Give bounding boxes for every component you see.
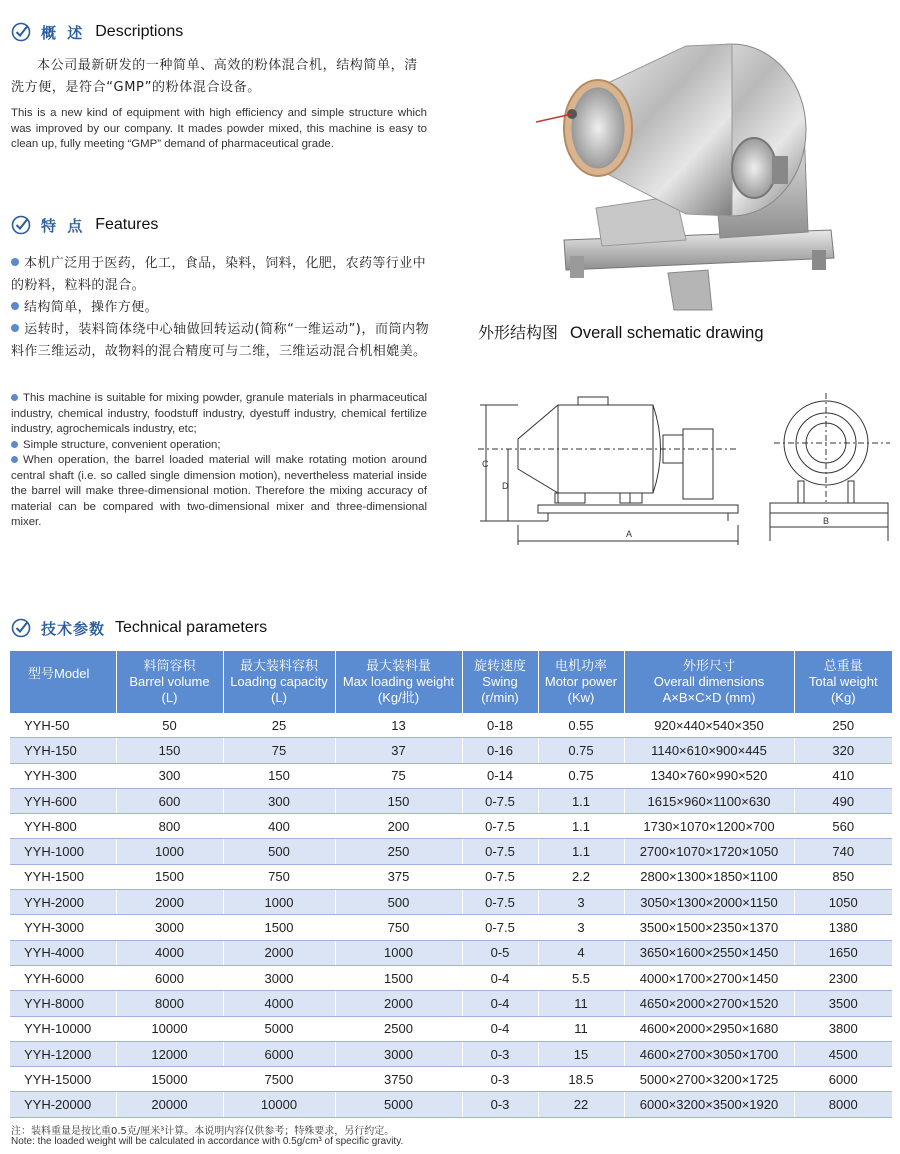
header-en: Motor power (544, 674, 618, 689)
table-row (10, 1092, 892, 1117)
table-cell: YYH-1500 (10, 864, 116, 889)
table-cell: 560 (794, 814, 892, 839)
descriptions-title-en: Descriptions (95, 23, 184, 40)
header-cn: 最大装料容积 (239, 658, 318, 673)
table-cell: 3000 (116, 915, 223, 940)
parameters-table (10, 651, 892, 1118)
checkmark-circle-icon (11, 215, 31, 235)
table-row (10, 788, 892, 813)
table-cell: 0-3 (462, 1092, 538, 1117)
descriptions-title-cn: 概 述 (41, 23, 86, 42)
header-en: Loading capacity (230, 674, 328, 689)
table-cell: 4600×2700×3050×1700 (624, 1041, 794, 1066)
features-heading (11, 213, 158, 237)
table-cell: 1000 (116, 839, 223, 864)
table-row (10, 940, 892, 965)
table-cell: 22 (538, 1092, 624, 1117)
table-header-cell (794, 651, 892, 713)
table-cell: 1000 (335, 940, 462, 965)
machine-photo (536, 18, 841, 313)
table-cell: 150 (116, 738, 223, 763)
table-cell: 0-7.5 (462, 864, 538, 889)
table-cell: 500 (223, 839, 335, 864)
table-cell: YYH-20000 (10, 1092, 116, 1117)
technical-title-cn: 技术参数 (41, 619, 106, 638)
table-cell: 3050×1300×2000×1150 (624, 890, 794, 915)
table-cell: 0.75 (538, 738, 624, 763)
table-cell: 5000 (335, 1092, 462, 1117)
figure-title-en: Overall schematic drawing (570, 324, 764, 342)
header-unit: (L) (271, 690, 287, 705)
table-cell: 3650×1600×2550×1450 (624, 940, 794, 965)
table-cell: 2500 (335, 1016, 462, 1041)
table-cell: 1340×760×990×520 (624, 763, 794, 788)
table-cell: 75 (223, 738, 335, 763)
table-cell: 0.75 (538, 763, 624, 788)
table-cell: 1380 (794, 915, 892, 940)
table-cell: 1500 (335, 965, 462, 990)
table-cell: YYH-2000 (10, 890, 116, 915)
table-cell: 3 (538, 915, 624, 940)
header-en: Swing (482, 674, 518, 689)
bullet-icon (11, 302, 19, 310)
table-cell: 3 (538, 890, 624, 915)
descriptions-heading (11, 20, 183, 44)
bullet-icon (11, 324, 19, 332)
dim-label-c: C (482, 459, 489, 469)
table-row (10, 713, 892, 738)
table-cell: 150 (223, 763, 335, 788)
table-cell: 150 (335, 788, 462, 813)
table-cell: 2800×1300×1850×1100 (624, 864, 794, 889)
features-cn-list (11, 253, 429, 363)
table-header-cell (538, 651, 624, 713)
table-cell: YYH-3000 (10, 915, 116, 940)
table-cell: 500 (335, 890, 462, 915)
table-cell: 490 (794, 788, 892, 813)
table-cell: 37 (335, 738, 462, 763)
table-cell: 3750 (335, 1067, 462, 1092)
table-cell: 8000 (794, 1092, 892, 1117)
checkmark-circle-icon (11, 22, 31, 42)
table-cell: 18.5 (538, 1067, 624, 1092)
table-header-cell (10, 651, 116, 713)
table-cell: 5000 (223, 1016, 335, 1041)
table-cell: 1500 (223, 915, 335, 940)
table-cell: 320 (794, 738, 892, 763)
figure-title (478, 320, 764, 343)
table-cell: 5000×2700×3200×1725 (624, 1067, 794, 1092)
table-cell: 200 (335, 814, 462, 839)
table-row (10, 839, 892, 864)
table-cell: 5.5 (538, 965, 624, 990)
header-cn: 总重量 (823, 658, 863, 673)
table-cell: 0-3 (462, 1041, 538, 1066)
table-cell: 12000 (116, 1041, 223, 1066)
table-header-cell (223, 651, 335, 713)
table-row (10, 890, 892, 915)
schematic-drawing (478, 385, 890, 550)
table-cell: 250 (335, 839, 462, 864)
table-cell: 920×440×540×350 (624, 713, 794, 738)
table-cell: 0-7.5 (462, 890, 538, 915)
header-cn: 外形尺寸 (682, 658, 735, 673)
table-cell: 400 (223, 814, 335, 839)
header-en: Barrel volume (129, 674, 210, 689)
header-en: Overall dimensions (653, 674, 765, 689)
table-cell: YYH-1000 (10, 839, 116, 864)
header-unit: (L) (161, 690, 178, 705)
table-cell: 0-7.5 (462, 814, 538, 839)
bullet-icon (11, 258, 19, 266)
table-cell: YYH-150 (10, 738, 116, 763)
table-cell: 0-7.5 (462, 839, 538, 864)
table-cell: 0-4 (462, 1016, 538, 1041)
table-cell: 0-16 (462, 738, 538, 763)
table-cell: 15000 (116, 1067, 223, 1092)
table-cell: 410 (794, 763, 892, 788)
table-row (10, 864, 892, 889)
bullet-icon (11, 456, 18, 463)
table-cell: YYH-800 (10, 814, 116, 839)
table-cell: 3500 (794, 991, 892, 1016)
table-cell: 3000 (223, 965, 335, 990)
descriptions-en-text: This is a new kind of equipment with high efficiency and simple structure which was improved by our company. It mades powder mixed, this machine is easy to clean up, fully meeting “GMP” demand of pharmaceutical grade. (11, 107, 427, 150)
features-cn-item: 结构简单，操作方便。 (11, 297, 429, 319)
table-cell: 750 (223, 864, 335, 889)
header-unit: (r/min) (481, 690, 519, 705)
table-cell: 3800 (794, 1016, 892, 1041)
table-cell: YYH-15000 (10, 1067, 116, 1092)
table-cell: 0-7.5 (462, 788, 538, 813)
dim-label-a: A (626, 529, 633, 539)
descriptions-cn-text: 本公司最新研发的一种简单、高效的粉体混合机，结构简单，清洗方便，是符合“GMP”的粉体混合设备。 (11, 58, 418, 95)
table-cell: 1.1 (538, 814, 624, 839)
header-unit: (Kg) (830, 690, 856, 705)
features-cn-item: 本机广泛用于医药，化工，食品，染料，饲料，化肥，农药等行业中的粉料，粒料的混合。 (11, 256, 427, 293)
table-cell: 4500 (794, 1041, 892, 1066)
features-en-item: When operation, the barrel loaded material will make rotating motion around central shaft (i.e. so called single dimension motion), nevertheless material inside the barrel will make three-dimensional motion. Therefore the mixing accuracy of material can be compared with two-dimensional mixer and three-dimensional mixer. (11, 454, 427, 528)
table-cell: 6000 (223, 1041, 335, 1066)
table-cell: 1615×960×1100×630 (624, 788, 794, 813)
table-row (10, 1067, 892, 1092)
table-cell: YYH-4000 (10, 940, 116, 965)
bullet-icon (11, 441, 18, 448)
table-cell: 300 (116, 763, 223, 788)
table-cell: 15 (538, 1041, 624, 1066)
table-header-cell (116, 651, 223, 713)
table-cell: 4000 (223, 991, 335, 1016)
table-cell: 11 (538, 1016, 624, 1041)
table-row (10, 763, 892, 788)
table-cell: 0-7.5 (462, 915, 538, 940)
table-cell: 2300 (794, 965, 892, 990)
table-cell: 1050 (794, 890, 892, 915)
table-header-cell (462, 651, 538, 713)
table-cell: 250 (794, 713, 892, 738)
header-cn: 电机功率 (554, 658, 607, 673)
table-cell: YYH-600 (10, 788, 116, 813)
features-en-list (11, 391, 427, 531)
table-cell: 4600×2000×2950×1680 (624, 1016, 794, 1041)
table-cell: 1000 (223, 890, 335, 915)
header-cn: 型号Model (28, 666, 90, 681)
table-cell: 0-3 (462, 1067, 538, 1092)
table-cell: 75 (335, 763, 462, 788)
table-cell: 0-18 (462, 713, 538, 738)
table-cell: 1140×610×900×445 (624, 738, 794, 763)
table-cell: 800 (116, 814, 223, 839)
dim-label-d: D (502, 481, 509, 491)
table-header-row (10, 651, 892, 713)
table-cell: 0-4 (462, 965, 538, 990)
table-cell: 375 (335, 864, 462, 889)
table-cell: YYH-6000 (10, 965, 116, 990)
header-unit: (Kg/批) (377, 690, 420, 705)
table-cell: 1.1 (538, 839, 624, 864)
header-cn: 旋转速度 (473, 658, 526, 673)
table-cell: 10000 (223, 1092, 335, 1117)
features-cn-item: 运转时，装料筒体绕中心轴做回转运动(简称“一维运动”)，而筒内物料作三维运动，故物料的混合精度可与二维，三维运动混合机相媲美。 (11, 322, 429, 359)
checkmark-circle-icon (11, 618, 31, 638)
table-cell: YYH-50 (10, 713, 116, 738)
table-header-cell (624, 651, 794, 713)
table-cell: 1.1 (538, 788, 624, 813)
table-cell: 2000 (335, 991, 462, 1016)
table-cell: YYH-12000 (10, 1041, 116, 1066)
features-title-en: Features (95, 216, 159, 233)
table-cell: 6000 (794, 1067, 892, 1092)
table-cell: 25 (223, 713, 335, 738)
table-cell: 8000 (116, 991, 223, 1016)
table-header-cell (335, 651, 462, 713)
figure-title-cn: 外形结构图 (478, 323, 559, 342)
header-cn: 料筒容积 (143, 658, 196, 673)
bullet-icon (11, 394, 18, 401)
header-en: Max loading weight (342, 674, 455, 689)
table-cell: 3000 (335, 1041, 462, 1066)
table-cell: 0-4 (462, 991, 538, 1016)
table-cell: 50 (116, 713, 223, 738)
table-row (10, 814, 892, 839)
header-en: Total weight (808, 674, 878, 689)
table-cell: 1500 (116, 864, 223, 889)
note-cn: 注：装料重量是按比重0.5克/厘米³计算。本说明内容仅供参考；特殊要求，另行约定。 (11, 1126, 395, 1137)
table-cell: 1730×1070×1200×700 (624, 814, 794, 839)
table-cell: 4 (538, 940, 624, 965)
note-en: Note: the loaded weight will be calculated in accordance with 0.5g/cm³ of specific gravity. (11, 1136, 404, 1147)
table-cell: 1650 (794, 940, 892, 965)
table-cell: 6000 (116, 965, 223, 990)
table-cell: 13 (335, 713, 462, 738)
table-cell: YYH-10000 (10, 1016, 116, 1041)
header-unit: (Kw) (567, 690, 595, 705)
table-row (10, 915, 892, 940)
table-cell: 600 (116, 788, 223, 813)
table-cell: 0-5 (462, 940, 538, 965)
dim-label-b: B (823, 516, 830, 526)
table-row (10, 965, 892, 990)
table-cell: 2700×1070×1720×1050 (624, 839, 794, 864)
table-cell: 11 (538, 991, 624, 1016)
table-cell: 2000 (116, 890, 223, 915)
table-cell: 300 (223, 788, 335, 813)
table-cell: 4000 (116, 940, 223, 965)
table-cell: 20000 (116, 1092, 223, 1117)
table-cell: 4650×2000×2700×1520 (624, 991, 794, 1016)
table-row (10, 991, 892, 1016)
table-cell: YYH-8000 (10, 991, 116, 1016)
features-en-item: Simple structure, convenient operation; (11, 438, 427, 454)
features-title-cn: 特 点 (41, 216, 86, 235)
header-cn: 最大装料量 (365, 658, 431, 673)
table-cell: 740 (794, 839, 892, 864)
features-en-item: This machine is suitable for mixing powder, granule materials in pharmaceutical industry, chemical industry, foodstuff industry, dyestuff industry, chemical fertilize industry, agrochemicals industry, etc; (11, 392, 427, 435)
table-cell: 0-14 (462, 763, 538, 788)
table-row (10, 738, 892, 763)
table-cell: 3500×1500×2350×1370 (624, 915, 794, 940)
table-row (10, 1041, 892, 1066)
header-unit: A×B×C×D (mm) (662, 690, 756, 705)
table-cell: 2.2 (538, 864, 624, 889)
table-cell: 750 (335, 915, 462, 940)
table-row (10, 1016, 892, 1041)
table-cell: 4000×1700×2700×1450 (624, 965, 794, 990)
table-cell: 0.55 (538, 713, 624, 738)
table-cell: YYH-300 (10, 763, 116, 788)
table-cell: 6000×3200×3500×1920 (624, 1092, 794, 1117)
table-cell: 10000 (116, 1016, 223, 1041)
table-cell: 7500 (223, 1067, 335, 1092)
table-cell: 2000 (223, 940, 335, 965)
table-cell: 850 (794, 864, 892, 889)
technical-heading (11, 616, 267, 640)
technical-title-en: Technical parameters (115, 619, 268, 636)
